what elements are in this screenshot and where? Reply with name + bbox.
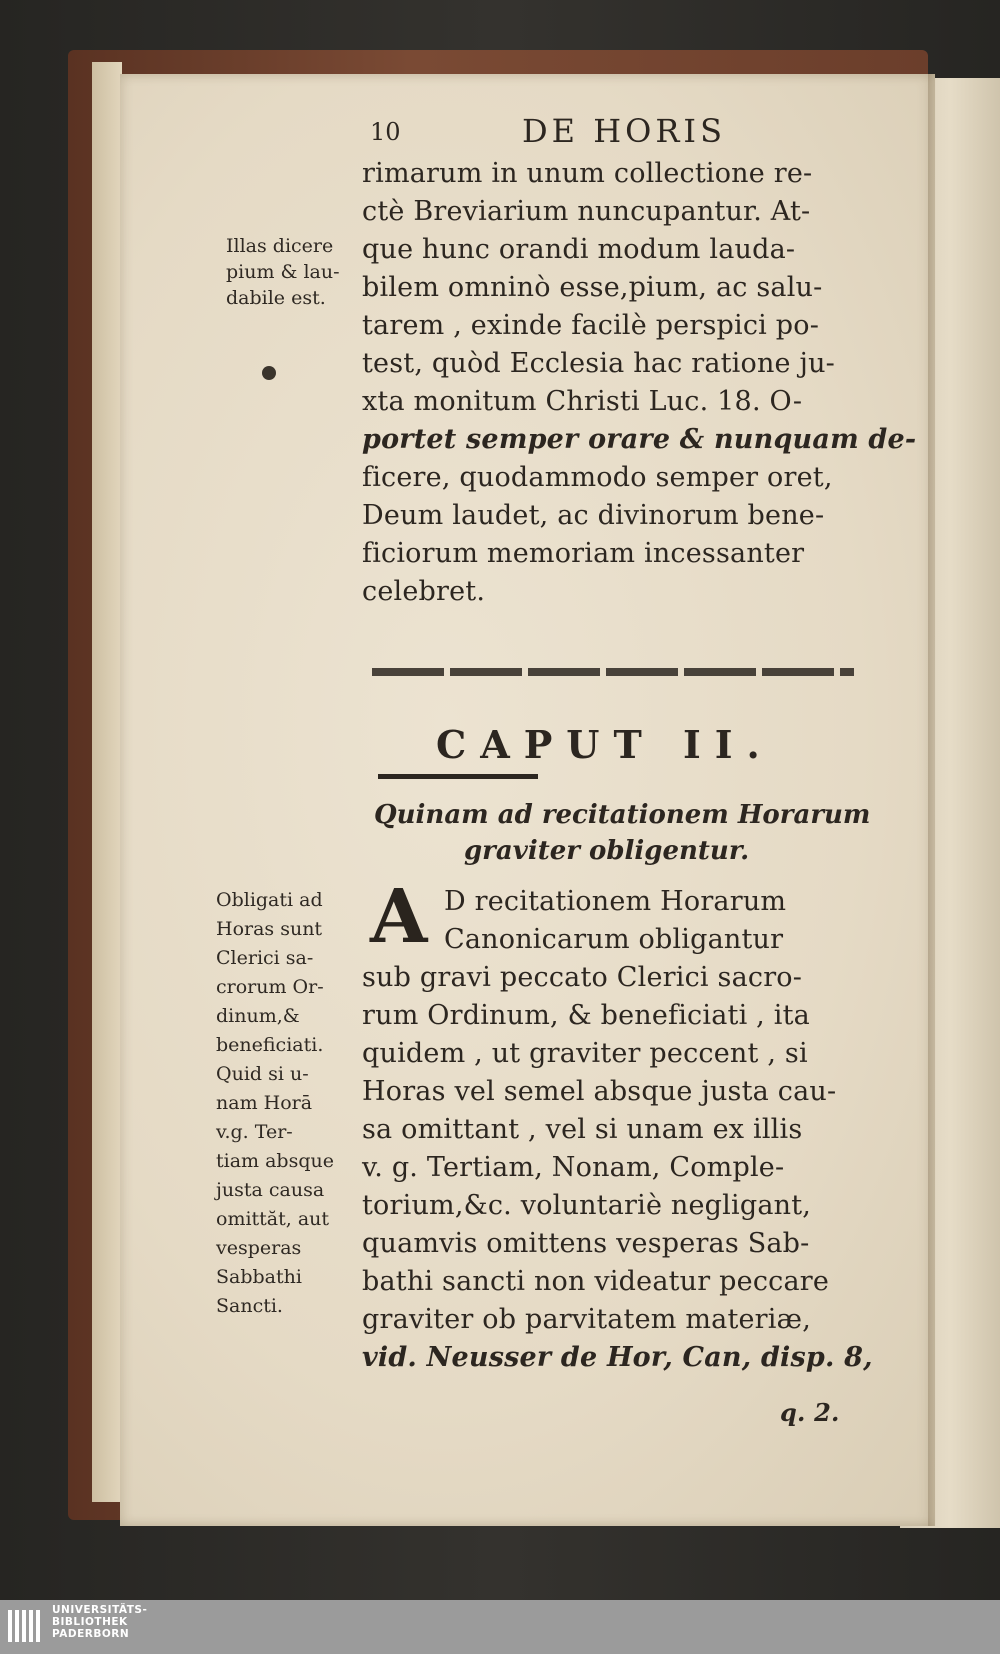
chapter-underline [378,774,538,779]
body-line: bilem omninò esse,pium, ac salu- [362,272,823,303]
body-line: quidem , ut graviter peccent , si [362,1038,808,1069]
body-line: graviter ob parvitatem materiæ, [362,1304,811,1335]
page-header [370,112,820,152]
body-line: ficiorum memoriam incessanter [362,538,805,569]
body-line: sa omittant , vel si unam ex illis [362,1114,803,1145]
margin-note-line: justa causa [216,1179,325,1201]
drop-cap: A [370,874,428,960]
library-footer-bar [0,1600,1000,1654]
body-line: D recitationem Horarum [444,886,787,917]
margin-note-line: dinum,& [216,1005,300,1027]
library-logo-icon [6,1606,46,1646]
margin-note-line: beneficiati. [216,1034,324,1056]
body-line: Canonicarum obligantur [444,924,784,955]
margin-note-line: nam Horā [216,1092,313,1114]
library-name [52,1604,147,1640]
margin-note-line: pium & lau- [226,261,340,283]
chapter-subtitle-line2: graviter obligentur. [464,836,750,866]
margin-note-line: crorum Or- [216,976,324,998]
body-line: torium,&c. voluntariè negligant, [362,1190,812,1221]
ornamental-rule [372,668,854,676]
body-line: rum Ordinum, & beneficiati , ita [362,1000,810,1031]
body-line: Deum laudet, ac divinorum bene- [362,500,825,531]
body-line: celebret. [362,576,486,607]
margin-note-line: Quid si u- [216,1063,309,1085]
body-line: tarem , exinde facilè perspici po- [362,310,820,341]
margin-note-line: tiam absque [216,1150,334,1172]
body-line: test, quòd Ecclesia hac ratione ju- [362,348,836,379]
margin-note-line: Obligati ad [216,889,323,911]
margin-note-line: dabile est. [226,287,326,309]
margin-note-line: Sabbathi [216,1266,302,1288]
ink-spot [262,366,276,380]
margin-note-line: omittăt, aut [216,1208,330,1230]
body-line: quamvis omittens vesperas Sab- [362,1228,810,1259]
margin-note-line: Sancti. [216,1295,283,1317]
library-name-line: BIBLIOTHEK [52,1616,128,1628]
page-gutter-shadow [928,74,936,1526]
running-title: DE HORIS [522,112,726,150]
page-stack-edge [92,62,122,1502]
body-line: que hunc orandi modum lauda- [362,234,796,265]
body-line: ficere, quodammodo semper oret, [362,462,833,493]
margin-note-line: vesperas [216,1237,302,1259]
chapter-subtitle-line1: Quinam ad recitationem Horarum [374,800,871,830]
body-line-italic: portet semper orare & nunquam de- [362,424,917,455]
library-name-line: PADERBORN [52,1628,130,1640]
library-name-line: UNIVERSITÄTS- [52,1604,148,1616]
margin-note-line: Illas dicere [226,235,334,257]
citation-continuation: q. 2. [780,1398,840,1427]
body-line: bathi sancti non videatur peccare [362,1266,830,1297]
body-line-citation: vid. Neusser de Hor, Can, disp. 8, [362,1342,873,1373]
body-line: rimarum in unum collectione re- [362,158,813,189]
body-line: ctè Breviarium nuncupantur. At- [362,196,811,227]
body-line: xta monitum Christi Luc. 18. O- [362,386,803,417]
body-line: v. g. Tertiam, Nonam, Comple- [362,1152,785,1183]
chapter-title: CAPUT II. [436,722,774,767]
margin-note-line: Clerici sa- [216,947,314,969]
page-number: 10 [370,118,401,146]
margin-note-line: Horas sunt [216,918,323,940]
body-line: Horas vel semel absque justa cau- [362,1076,837,1107]
body-line: sub gravi peccato Clerici sacro- [362,962,803,993]
margin-note-line: v.g. Ter- [216,1121,293,1143]
